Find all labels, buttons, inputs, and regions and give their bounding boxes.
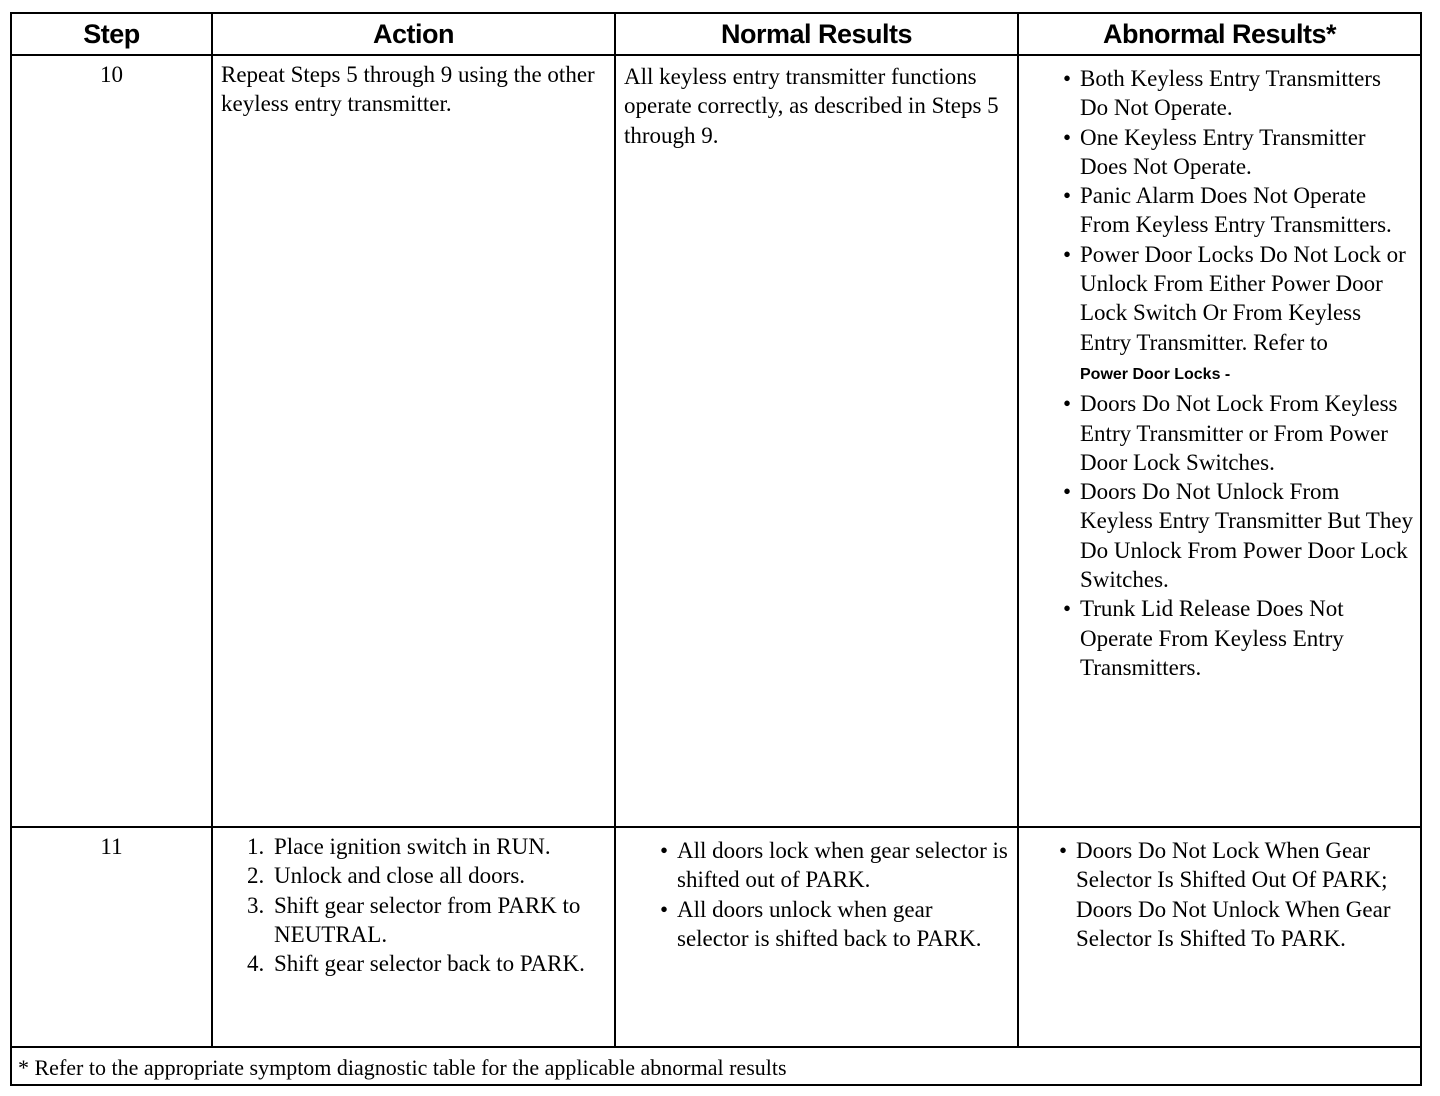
header-row (12, 14, 1420, 55)
diagnostic-table-sheet (10, 12, 1422, 1086)
list-item (247, 861, 614, 890)
step-text: Unlock and close all doors. (274, 863, 526, 889)
list-item: • Panic Alarm Does Not Operate From Keyless Entry Transmitters. (1061, 181, 1414, 240)
header-step: Step (12, 14, 212, 55)
list-item (247, 949, 614, 978)
normal-results-list (658, 836, 1009, 953)
action-cell (212, 827, 615, 1047)
action-steps-list (213, 828, 614, 978)
list-item (247, 891, 614, 950)
table-row-step-11 (12, 827, 1420, 1047)
list-item-text: Power Door Locks Do Not Lock or Unlock From Either Power Door Lock Switch Or From Keyless Entry Transmitter. Refer to (1080, 241, 1406, 355)
list-item: • Both Keyless Entry Transmitters Do Not Operate. (1061, 64, 1414, 123)
normal-results-cell (615, 55, 1018, 827)
list-item (247, 832, 614, 861)
action-cell (212, 55, 615, 827)
list-item (1061, 240, 1414, 389)
step-num: 1. (247, 834, 265, 859)
action-text: Repeat Steps 5 through 9 using the other keyless entry transmitter. (221, 62, 595, 117)
step-number: 10 (12, 55, 212, 827)
diagnostic-table (12, 14, 1420, 1085)
cross-reference-link[interactable]: Power Door Locks - (1080, 365, 1231, 383)
step-num: 4. (247, 951, 265, 977)
list-item: • Doors Do Not Lock From Keyless Entry Transmitter or From Power Door Lock Switches. (1061, 389, 1414, 477)
step-num: 2. (247, 863, 265, 889)
footnote: * Refer to the appropriate symptom diagnostic table for the applicable abnormal results (12, 1047, 1420, 1085)
step-num: 3. (247, 892, 265, 918)
abnormal-results-cell (1018, 55, 1420, 827)
list-item: • All doors lock when gear selector is shifted out of PARK. (658, 836, 1009, 895)
abnormal-results-list (1057, 836, 1414, 953)
abnormal-results-list (1061, 64, 1414, 682)
step-number: 11 (12, 827, 212, 1047)
step-text: Shift gear selector back to PARK. (274, 951, 585, 977)
normal-results-cell (615, 827, 1018, 1047)
list-item: • Trunk Lid Release Does Not Operate From Keyless Entry Transmitters. (1061, 594, 1414, 682)
list-item: • Doors Do Not Lock When Gear Selector Is Shifted Out Of PARK; Doors Do Not Unlock When Gear Selector Is Shifted To PARK. (1057, 836, 1414, 953)
header-abnormal-results: Abnormal Results* (1018, 14, 1420, 55)
header-action: Action (212, 14, 615, 55)
step-text: Shift gear selector from PARK to NEUTRAL. (274, 892, 581, 947)
list-item: • One Keyless Entry Transmitter Does Not Operate. (1061, 123, 1414, 182)
list-item: • Doors Do Not Unlock From Keyless Entry Transmitter But They Do Unlock From Power Door Lock Switches. (1061, 477, 1414, 594)
step-text: Place ignition switch in RUN. (274, 834, 551, 859)
abnormal-results-cell (1018, 827, 1420, 1047)
table-row-step-10 (12, 55, 1420, 827)
header-normal-results: Normal Results (615, 14, 1018, 55)
list-item: • All doors unlock when gear selector is shifted back to PARK. (658, 895, 1009, 954)
normal-results-text: All keyless entry transmitter functions operate correctly, as described in Steps 5 through 9. (624, 64, 999, 148)
footnote-row (12, 1047, 1420, 1085)
